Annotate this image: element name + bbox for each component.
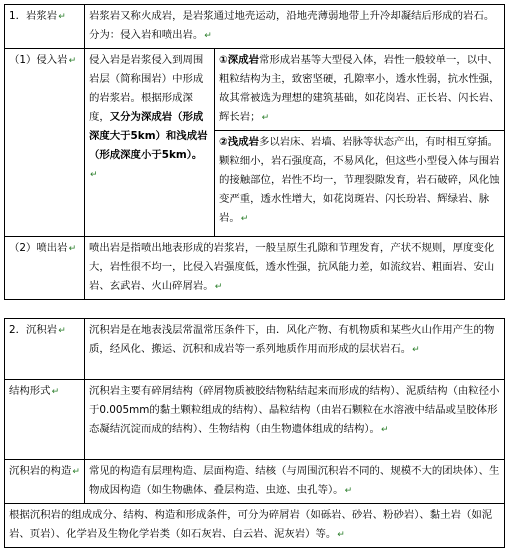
texture-label-cell [5, 460, 85, 504]
paragraph-mark-icon: ↵ [337, 530, 345, 540]
paragraph-mark-icon: ↵ [58, 12, 66, 22]
deep-rock-block [215, 49, 504, 131]
texture-text: 常见的构造有层理构造、层面构造、结核（与周围沉积岩不同的、规模不大的团块体）、生物成因构造（如生物礁体、叠层构造、虫迹、虫孔等）。 [89, 465, 500, 496]
paragraph-mark-icon: ↵ [68, 56, 77, 66]
structure-text-cell [85, 380, 505, 460]
shallow-rock-heading: ②浅成岩 [219, 136, 259, 148]
classification-row [5, 504, 505, 548]
shallow-rock-text: 多以岩床、岩墙、岩脉等状态产出，有时相互穿插。颗粒细小，岩石强度高，不易风化，但这些小型侵入体与围岩的接触部位，岩性不均一，节理裂隙发育，岩石破碎，风化蚀变严重，透水性增大，如花岗斑岩、闪长玢岩、辉绿岩、脉岩。 [219, 136, 500, 224]
texture-text-cell [85, 460, 505, 504]
igneous-definition-cell [85, 5, 505, 49]
sedimentary-definition: 沉积岩是在地表浅层常温常压条件下，由．风化产物、有机物质和某些火山作用产生的物质，经风化、搬运、沉积和成岩等一系列地质作用而形成的层状岩石。 [89, 324, 495, 355]
deep-rock-heading: ①深成岩 [219, 54, 259, 66]
classification-text: 根据沉积岩的组成成分、结构、构造和形成条件，可分为碎屑岩（如砾岩、砂岩、粉砂岩）、黏土岩（如泥岩、页岩）、化学岩及生物化学岩类（如石灰岩、白云岩、泥灰岩）等。 [9, 509, 493, 540]
texture-label: 沉积岩的构造 [9, 465, 72, 477]
paragraph-mark-icon: ↵ [261, 113, 270, 123]
paragraph-mark-icon: ↵ [68, 244, 77, 254]
structure-text: 沉积岩主要有碎屑结构（碎屑物质被胶结物粘结起来而形成的结构）、泥质结构（由粒径小于0.005mm的黏土颗粒组成的结构）、晶粒结构（由岩石颗粒在水溶液中结晶或呈胶体形态凝结沉淀而成的结构）、生物结构（由生物遗体组成的结构）。 [89, 385, 500, 435]
intrusive-description-cell [85, 49, 215, 237]
intrusive-types-cell [215, 49, 505, 237]
paragraph-mark-icon: ↵ [344, 486, 353, 496]
igneous-definition: 岩浆岩又称火成岩，是岩浆通过地壳运动，沿地壳薄弱地带上升冷却凝结后形成的岩石。分为：侵入岩和喷出岩。 [89, 10, 495, 41]
sedimentary-title-row [5, 319, 505, 380]
paragraph-mark-icon: ↵ [90, 170, 98, 180]
paragraph-mark-icon: ↵ [51, 387, 60, 397]
structure-label: 结构形式 [9, 385, 51, 397]
paragraph-mark-icon: ↵ [204, 31, 212, 41]
structure-row [5, 380, 505, 460]
extrusive-label-cell [5, 237, 85, 300]
intrusive-label-cell [5, 49, 85, 237]
extrusive-row [5, 237, 505, 300]
igneous-title-row [5, 5, 505, 49]
shallow-rock-block [215, 131, 504, 231]
paragraph-mark-icon: ↵ [214, 282, 223, 292]
paragraph-mark-icon: ↵ [380, 425, 389, 435]
sedimentary-definition-cell [85, 319, 505, 380]
structure-label-cell [5, 380, 85, 460]
classification-cell [5, 504, 505, 548]
paragraph-mark-icon: ↵ [240, 214, 249, 224]
sedimentary-title: 2．沉积岩 [9, 324, 58, 336]
sedimentary-title-cell [5, 319, 85, 380]
intrusive-row [5, 49, 505, 237]
extrusive-label: （2）喷出岩 [9, 242, 68, 254]
intrusive-depth-note: 又分为深成岩（形成深度大于5km）和浅成岩（形成深度小于5km）。 [89, 111, 208, 161]
deep-rock-text: 常形成岩基等大型侵入体，岩性一般较单一，以中、粗粒结构为主，致密坚硬，孔隙率小，透水性弱，抗水性强，故其常被选为理想的建筑基础，如花岗岩、正长岩、闪长岩、辉长岩； [219, 54, 500, 123]
intrusive-label: （1）侵入岩 [9, 54, 68, 66]
paragraph-mark-icon: ↵ [72, 467, 80, 477]
extrusive-description-cell [85, 237, 505, 300]
igneous-title-cell [5, 5, 85, 49]
igneous-title: 1．岩浆岩 [9, 10, 58, 22]
texture-row [5, 460, 505, 504]
intrusive-description: 侵入岩是岩浆侵入到周围岩层（简称围岩）中形成的岩浆岩。根据形成深度， [89, 54, 204, 123]
paragraph-mark-icon: ↵ [412, 345, 420, 355]
extrusive-description: 喷出岩是指喷出地表形成的岩浆岩，一般呈原生孔隙和节理发育，产状不规则，厚度变化大，岩性很不均一，比侵入岩强度低，透水性强，抗风能力差，如流纹岩、粗面岩、安山岩、玄武岩、火山碎屑岩。 [89, 242, 495, 292]
sedimentary-table [4, 318, 505, 548]
igneous-table [4, 4, 505, 300]
paragraph-mark-icon: ↵ [58, 326, 66, 336]
